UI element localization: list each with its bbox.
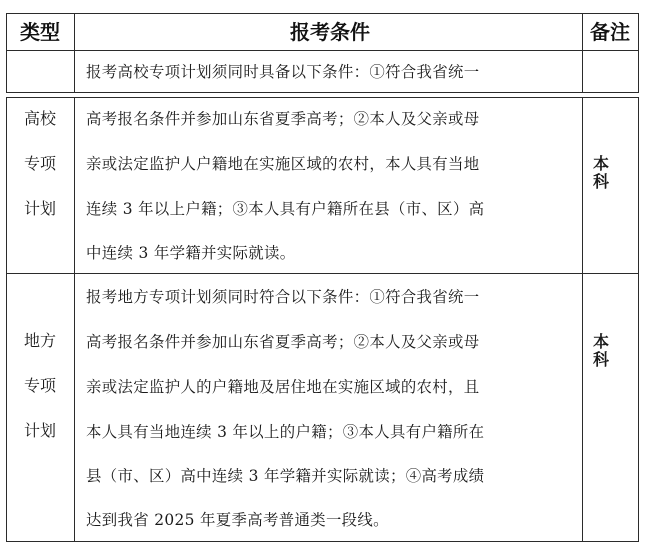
left-border-lower [6,97,7,542]
page-break-bottom-border [6,92,639,93]
type-char: 计划 [23,421,56,440]
right-border-upper [638,13,639,93]
header-type: 类型 [20,20,60,44]
condition-line: 县（市、区）高中连续 3 年学籍并实际就读；④高考成绩 [86,467,485,485]
row-divider [6,273,639,274]
condition-line: 本人具有当地连续 3 年以上的户籍；③本人具有户籍所在 [86,423,485,441]
col-divider-1-upper [74,13,75,93]
header-conditions: 报考条件 [290,20,370,44]
right-border-lower [638,97,639,542]
type-char: 专项 [23,154,56,173]
condition-line: 亲或法定监护人的户籍地及居住地在实施区域的农村，且 [86,378,480,396]
header-note: 备注 [590,20,630,44]
condition-line: 报考地方专项计划须同时符合以下条件：①符合我省统一 [86,288,480,306]
condition-line: 亲或法定监护人户籍地在实施区域的农村，本人具有当地 [86,155,480,173]
type-char: 地方 [23,331,56,350]
note-undergrad: 本科 [593,154,610,191]
col-divider-2-lower [582,97,583,542]
type-char: 计划 [23,199,56,218]
condition-line: 达到我省 2025 年夏季高考普通类一段线。 [86,511,389,529]
intro-line: 报考高校专项计划须同时具备以下条件：①符合我省统一 [86,63,480,81]
type-char: 专项 [23,376,56,395]
condition-line: 高考报名条件并参加山东省夏季高考；②本人及父亲或母 [86,333,480,351]
condition-line: 高考报名条件并参加山东省夏季高考；②本人及父亲或母 [86,110,480,128]
note-undergrad: 本科 [593,332,610,369]
col-divider-2-upper [582,13,583,93]
left-border-upper [6,13,7,93]
page-break-top-border [6,97,639,98]
table-top-border [6,13,639,14]
type-char: 高校 [23,109,56,128]
table-bottom-border [6,541,639,542]
col-divider-1-lower [74,97,75,542]
header-bottom-border [6,50,639,51]
condition-line: 连续 3 年以上户籍；③本人具有户籍所在县（市、区）高 [86,200,485,218]
condition-line: 中连续 3 年学籍并实际就读。 [86,244,296,262]
